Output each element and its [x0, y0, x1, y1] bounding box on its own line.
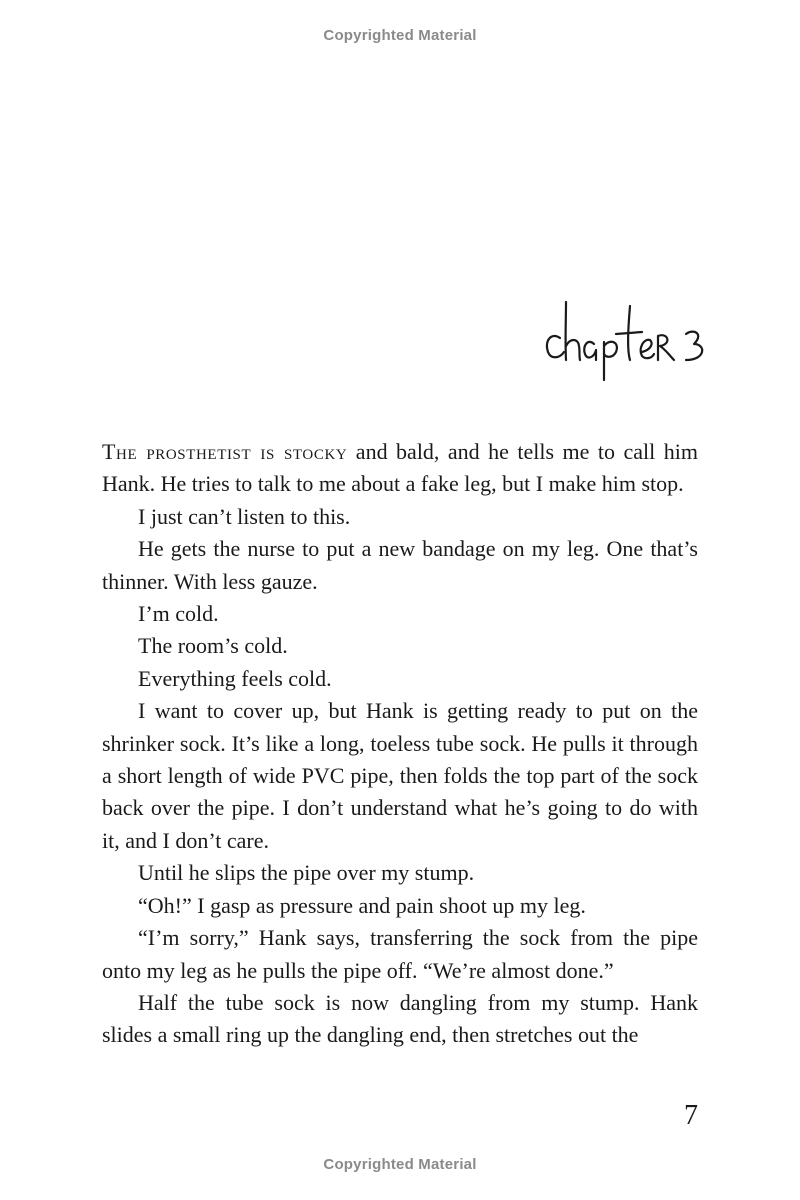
paragraph: Half the tube sock is now dangling from my stump. Hank slides a small ring up the dangling end, then stretches out the	[102, 989, 698, 1048]
paragraph: Everything feels cold.	[138, 665, 332, 691]
paragraph: I’m cold.	[138, 601, 219, 627]
paragraph: “Oh!” I gasp as pressure and pain shoot up my leg.	[138, 892, 586, 918]
copyright-watermark-bottom: Copyrighted Material	[323, 1156, 477, 1173]
paragraph: Until he slips the pipe over my stump.	[138, 860, 475, 886]
paragraph-text: and bald, and he tells me to call him Hank. He tries to talk to me about a fake leg, but I make him stop.	[102, 439, 698, 497]
paragraph: I just can’t listen to this.	[138, 503, 351, 529]
paragraph	[102, 436, 698, 501]
chapter-body	[102, 436, 698, 1052]
opening-smallcaps: The prosthetist is stocky	[102, 439, 348, 464]
paragraph: “I’m sorry,” Hank says, transferring the sock from the pipe onto my leg as he pulls the pipe off. “We’re almost done.”	[102, 925, 698, 983]
chapter-heading-script	[530, 290, 720, 390]
paragraph: I want to cover up, but Hank is getting ready to put on the shrinker sock. It’s like a long, toeless tube sock. He pulls it through a short length of wide PVC pipe, then folds the top part of the sock back over the pipe. I don’t understand what he’s going to do with it, and I don’t care.	[102, 698, 698, 853]
chapter-heading	[530, 290, 720, 390]
paragraph: He gets the nurse to put a new bandage on my leg. One that’s thinner. With less gauze.	[102, 536, 698, 594]
copyright-watermark-top: Copyrighted Material	[323, 27, 477, 44]
paragraph: The room’s cold.	[138, 633, 288, 659]
page-number: 7	[684, 1100, 698, 1131]
